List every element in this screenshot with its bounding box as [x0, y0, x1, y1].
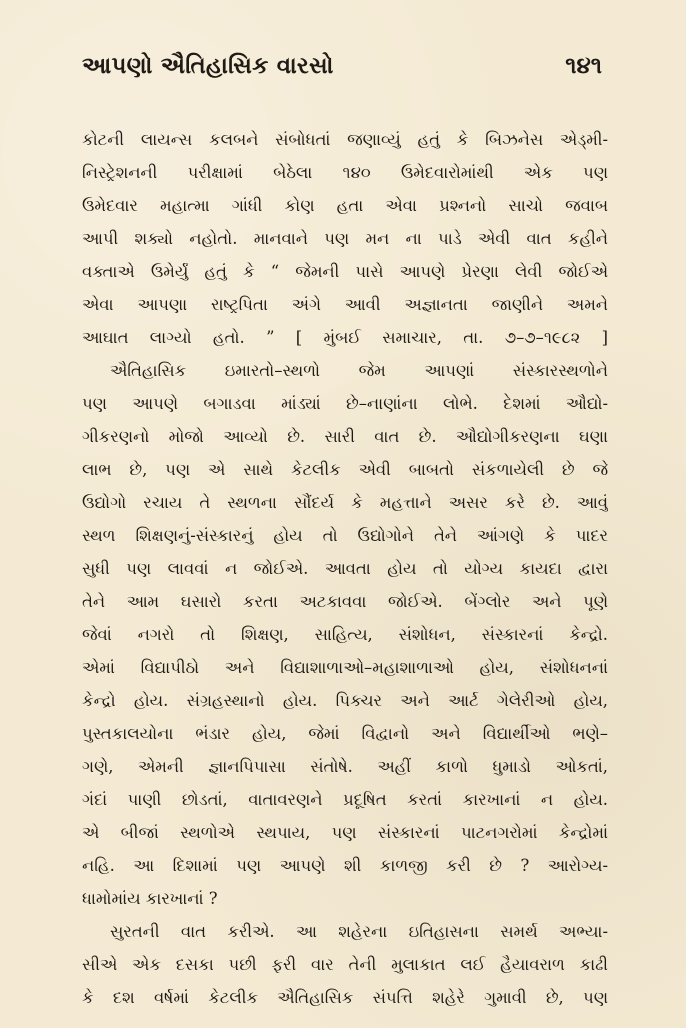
paragraph-end-line: ધામોમાંય કારખાનાં ?	[82, 889, 218, 908]
text-line: નહિ. આ દિશામાં પણ આપણે શી કાળજી કરી છે ? આરોગ્ય-	[82, 856, 608, 875]
text-line: કોટની લાયન્સ કલબને સંબોધતાં જણાવ્યું હતું કે બિઝનેસ એડ્મી-	[82, 130, 608, 149]
text-line: તેને આમ ઘસારો કરતા અટકાવવા જોઈએ. બેંગ્લોર અને પૂણે	[82, 592, 608, 611]
text-line: સ્થળ શિક્ષણનું-સંસ્કારનું હોય તો ઉદ્યોગોને તેને આંગણે કે પાદર	[82, 526, 608, 545]
text-line: લાભ છે, પણ એ સાથે કેટલીક એવી બાબતો સંકળાયેલી છે જે	[82, 460, 608, 479]
text-line: સીએ એક દસકા પછી ફરી વાર તેની મુલાકાત લઈ હૈયાવરાળ કાઢી	[82, 955, 608, 974]
text-line: ઉદ્યોગો રચાય તે સ્થળના સૌંદર્ય કે મહત્તાને અસર કરે છે. આવું	[82, 493, 608, 512]
text-line: ગીકરણનો મોજો આવ્યો છે. સારી વાત છે. ઔદ્યોગીકરણના ઘણા	[82, 427, 608, 446]
text-line: વક્તાએ ઉમેર્યું હતું કે “ જેમની પાસે આપણે પ્રેરણા લેવી જોઈએ	[82, 262, 608, 281]
page-number: ૧૪૧	[565, 52, 602, 79]
text-line: આપી શક્યો નહોતો. માનવાને પણ મન ના પાડે એવી વાત કહીને	[82, 229, 608, 248]
text-line: નિસ્ટ્રેશનની પરીક્ષામાં બેઠેલા ૧૪૦ ઉમેદવારોમાંથી એક પણ	[82, 163, 608, 182]
paragraph-start-line: સુરતની વાત કરીએ. આ શહેરના ઇતિહાસના સમર્થ અભ્યા-	[110, 922, 608, 941]
text-line: એમાં વિદ્યાપીઠો અને વિદ્યાશાળાઓ–મહાશાળાઓ હોય, સંશોધનનાં	[82, 658, 608, 677]
text-line: કેન્દ્રો હોય. સંગ્રહસ્થાનો હોય. પિક્ચર અને આર્ટ ગેલેરીઓ હોય,	[82, 691, 608, 710]
text-line: જેવાં નગરો તો શિક્ષણ, સાહિત્ય, સંશોધન, સંસ્કારનાં કેન્દ્રો.	[82, 625, 608, 644]
paragraph-start-line: ઐતિહાસિક ઇમારતો–સ્થળો જેમ આપણાં સંસ્કારસ્થળોને	[110, 361, 608, 380]
text-line: ગંદાં પાણી છોડતાં, વાતાવરણને પ્રદૂષિત કરતાં કારખાનાં ન હોય.	[82, 790, 608, 809]
text-line: પણ આપણે બગાડવા માંડ્યાં છે–નાણાંના લોભે. દેશમાં ઔદ્યો-	[82, 394, 608, 413]
text-line: ઉમેદવાર મહાત્મા ગાંધી કોણ હતા એવા પ્રશ્નનો સાચો જવાબ	[82, 196, 608, 215]
text-line: પુસ્તકાલયોના ભંડાર હોય, જેમાં વિદ્વાનો અને વિદ્યાર્થીઓ ભણે–	[82, 724, 608, 743]
text-line: કે દશ વર્ષમાં કેટલીક ઐતિહાસિક સંપત્તિ શહેરે ગુમાવી છે, પણ	[82, 988, 608, 1007]
text-line: સુધી પણ લાવવાં ન જોઈએ. આવતા હોય તો યોગ્ય કાયદા દ્વારા	[82, 559, 608, 578]
page-header	[82, 52, 608, 86]
body-text	[82, 123, 608, 1014]
text-line: એવા આપણા રાષ્ટ્રપિતા અંગે આવી અજ્ઞાનતા જાણીને અમને	[82, 295, 608, 314]
text-line: આઘાત લાગ્યો હતો. ” [ મુંબઈ સમાચાર, તા. ૭–૭–૧૯૮૨ ]	[82, 328, 608, 347]
running-head-title: આપણો ઐતિહાસિક વારસો	[82, 52, 334, 79]
text-line: ગણે, એમની જ્ઞાનપિપાસા સંતોષે. અહીં કાળો ધુમાડો ઓકતાં,	[82, 757, 608, 776]
text-line: એ બીજાં સ્થળોએ સ્થપાય, પણ સંસ્કારનાં પાટનગરોમાં કેન્દ્રોમાં	[82, 823, 608, 842]
